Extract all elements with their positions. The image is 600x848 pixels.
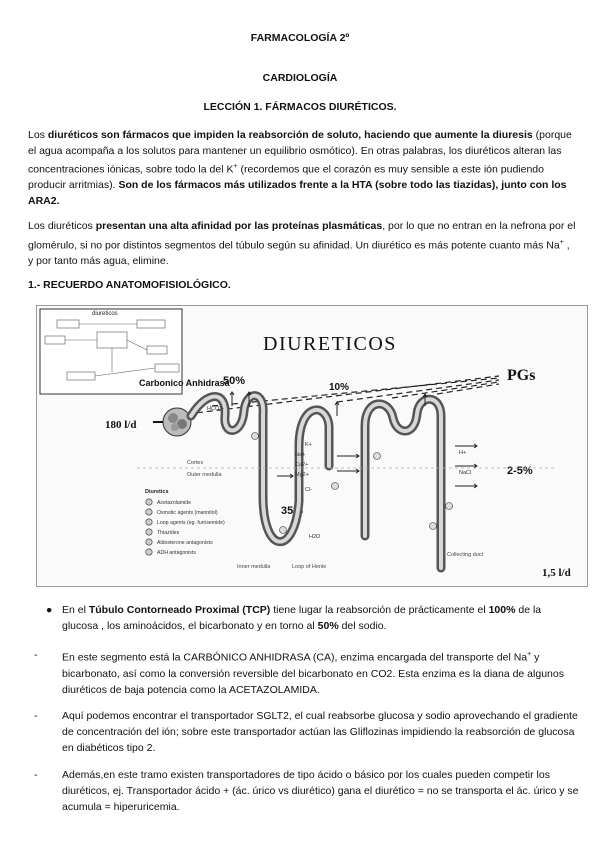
collecting-duct-label: Collecting duct: [447, 552, 484, 558]
highlight-affinity: presentan una alta afinidad por las proteínas plasmáticas: [95, 220, 383, 232]
nephron-illustration: [37, 306, 587, 586]
course-title: FARMACOLOGÍA 2º: [250, 32, 350, 44]
percent-35: 35%: [281, 505, 304, 517]
percent-10: 10%: [329, 382, 350, 393]
subject-title: CARDIOLOGÍA: [262, 72, 338, 84]
bullet-marker: -: [34, 710, 38, 722]
bullet-item: - En este segmento está la CARBÓNICO ANHIDRASA (CA), enzima encargada del transporte del Na+ y bicarbonato, así como la conversión reversible del bicarbonato en CO2. Esta enzima es la diana de algunos diuréticos de baja potencia como la ACETAZOLAMIDA.: [34, 649, 564, 696]
highlight-hta: Son de los fármacos más utilizados frente a la HTA (sobre todo las tiazidas), junto con los ARA2.: [28, 179, 567, 207]
legend-title: Diuretics: [145, 489, 169, 495]
inner-medulla-label: Inner medulla: [237, 564, 271, 570]
bullet-marker: -: [34, 649, 38, 661]
legend-item: Acetazolamide: [157, 500, 192, 506]
loop-label: Loop of Henle: [292, 564, 327, 570]
glomerulus: [153, 408, 191, 436]
intro-paragraph-1: Los diuréticos son fármacos que impiden la reabsorción de soluto, haciendo que aumente la diuresis (porque el agua acompaña a los solutos para mantener un equilibrio osmótico). En otras palabras, los diuréticos alteran las concentraciones iónicas, sobre todo la del K+ (recordemos que el corazón es muy sensible a este ión pudiendo producir arritmias). Son de los fármacos más utilizados frente a la HTA (sobre todo las tiazidas), junto con los ARA2.: [28, 129, 572, 207]
flow-out-label: 1,5 l/d: [542, 567, 571, 579]
legend-item: Thiazides: [157, 530, 180, 536]
bullet-item: ● En el Túbulo Contorneado Proximal (TCP) tiene lugar la reabsorción de prácticamente el 100% de la glucosa , los aminoácidos, el bicarbonato y en torno al 50% del sodio.: [46, 604, 542, 632]
legend-item: ADH antagonists: [157, 550, 196, 556]
ion-label-hco3: HCO3-: [207, 406, 225, 412]
ion-label-na: Na+: [295, 452, 306, 458]
drug-site-markers: [252, 433, 453, 534]
inset-title: diureticos: [92, 311, 118, 317]
anhidrasa-label: Carbonico Anhidrasa: [139, 378, 230, 388]
cortex-label: Cortex: [187, 460, 204, 466]
section-heading: 1.- RECUERDO ANATOMOFISIOLÓGICO.: [28, 279, 231, 291]
ion-label-ca: Ca2+: [295, 462, 309, 468]
figure-title: DIURETICOS: [263, 333, 397, 355]
bullet-item: - Además,en este tramo existen transportadores de tipo ácido o básico por los cuales pueden competir los diuréticos, ej. Transportador ácido + (ác. úrico vs diurético) gana el diurético = no se transporta el ác. úrico y se acumula = hiperuricemia.: [34, 769, 579, 813]
intro-paragraph-2: Los diuréticos presentan una alta afinidad por las proteínas plasmáticas, por lo que no entran en la nefrona por el glomérulo, si no por distintos segmentos del túbulo según su afinidad. Un diurético es más potente cuanto más Na+ , y por tanto más agua, elimine.: [28, 220, 576, 267]
highlight-definition: diuréticos son fármacos que impiden la reabsorción de soluto, haciendo que aumente la diuresis: [47, 129, 533, 141]
outer-medulla-label: Outer medulla: [187, 472, 222, 478]
ion-label-nacl: NaCl: [459, 470, 472, 476]
flow-in-label: 180 l/d: [105, 419, 137, 431]
ion-label-k: K+: [305, 442, 312, 448]
ion-label-h2o: H2O: [309, 534, 321, 540]
ion-label-h: H+: [459, 450, 467, 456]
diuretics-diagram: [36, 305, 588, 587]
percent-2-5: 2-5%: [507, 465, 533, 477]
legend-item: Aldosterone antagonists: [157, 540, 213, 546]
bullet-marker: ●: [46, 604, 53, 616]
lesson-title: LECCIÓN 1. FÁRMACOS DIURÉTICOS.: [203, 101, 397, 113]
legend-item: Osmotic agents (mannitol): [157, 510, 218, 516]
percent-50: 50%: [223, 375, 246, 387]
distal-tubule-and-collecting-duct: [365, 399, 441, 568]
ion-label-cl: Cl-: [305, 487, 313, 493]
diuretics-legend: [145, 489, 225, 556]
legend-item: Loop agents (eg. furosemide): [157, 520, 225, 526]
pgs-label: PGs: [507, 367, 536, 384]
bullet-item: - Aquí podemos encontrar el transportador SGLT2, el cual reabsorbe glucosa y sodio aprovechando el gradiente de concentración del ión; sobre este transportador actúan las Gliflozinas impidiendo la reabsorción de glucosa en diabéticos tipo 2.: [34, 710, 578, 754]
bullet-marker: -: [34, 769, 38, 781]
ion-label-mg: Mg2+: [295, 472, 309, 478]
